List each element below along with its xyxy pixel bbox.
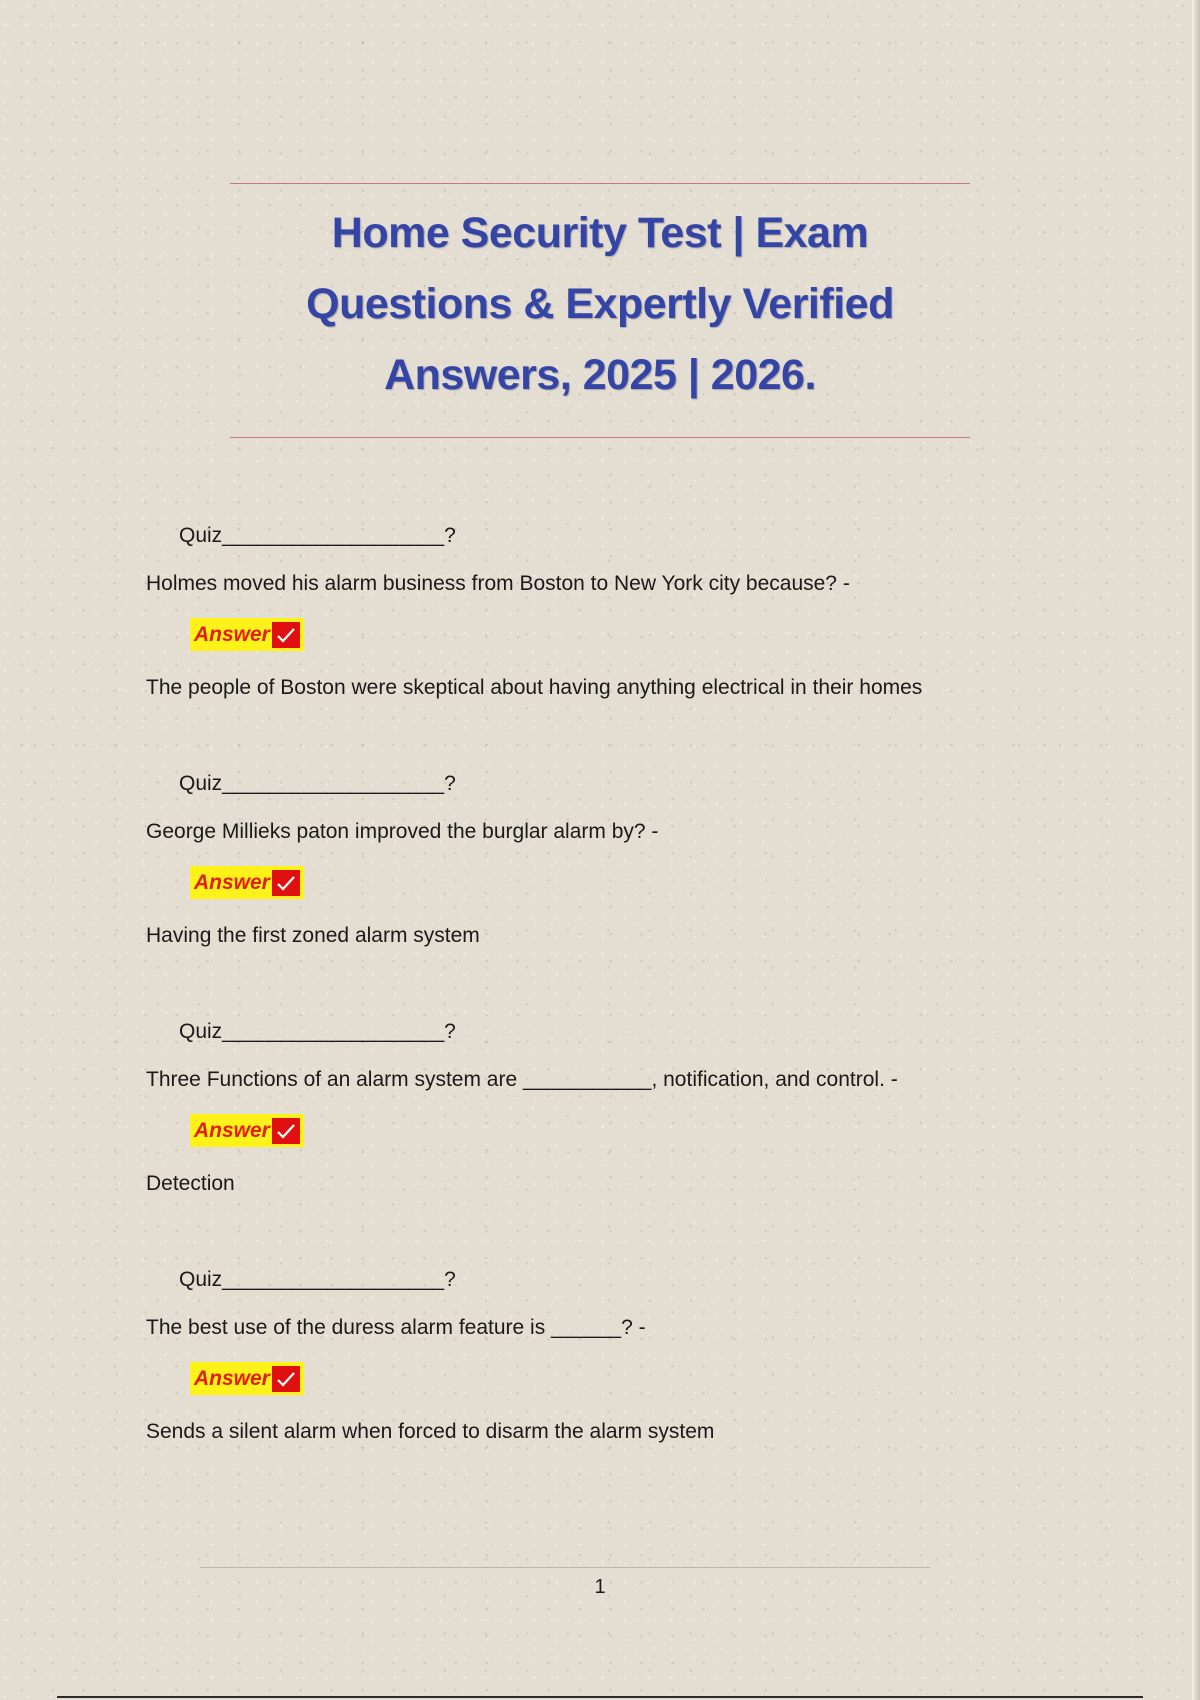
answer-badge — [190, 618, 304, 651]
answer-badge — [190, 1362, 304, 1395]
answer-label: Answer — [194, 1119, 270, 1142]
check-icon — [272, 1366, 300, 1392]
question-text: Three Functions of an alarm system are ___________, notification, and control. - — [146, 1068, 898, 1091]
check-icon — [272, 622, 300, 648]
check-icon — [272, 1118, 300, 1144]
check-icon — [272, 870, 300, 896]
footer-rule — [200, 1567, 930, 1568]
title-line-2: Questions & Expertly Verified — [306, 280, 894, 328]
title-top-rule — [230, 183, 970, 184]
answer-text: Having the first zoned alarm system — [146, 924, 480, 947]
answer-label: Answer — [194, 1367, 270, 1390]
question-text: George Millieks paton improved the burglar alarm by? - — [146, 820, 659, 843]
answer-badge — [190, 1114, 304, 1147]
answer-text: Sends a silent alarm when forced to disarm the alarm system — [146, 1420, 715, 1443]
answer-label: Answer — [194, 871, 270, 894]
answer-badge — [190, 866, 304, 899]
quiz-label: Quiz___________________? — [179, 1020, 456, 1043]
question-text: Holmes moved his alarm business from Boston to New York city because? - — [146, 572, 850, 595]
page-number: 1 — [594, 1576, 606, 1598]
quiz-label: Quiz___________________? — [179, 1268, 456, 1291]
title-line-3: Answers, 2025 | 2026. — [384, 351, 816, 399]
document-title — [230, 198, 970, 411]
page-bottom-rule — [57, 1696, 1143, 1698]
answer-text: Detection — [146, 1172, 235, 1195]
title-line-1: Home Security Test | Exam — [331, 209, 869, 257]
answer-label: Answer — [194, 623, 270, 646]
question-text: The best use of the duress alarm feature is ______? - — [146, 1316, 646, 1339]
quiz-label: Quiz___________________? — [179, 772, 456, 795]
answer-text: The people of Boston were skeptical about having anything electrical in their homes — [146, 676, 923, 699]
page-edge-shadow — [1192, 0, 1200, 1700]
quiz-label: Quiz___________________? — [179, 524, 456, 547]
title-bottom-rule — [230, 437, 970, 438]
